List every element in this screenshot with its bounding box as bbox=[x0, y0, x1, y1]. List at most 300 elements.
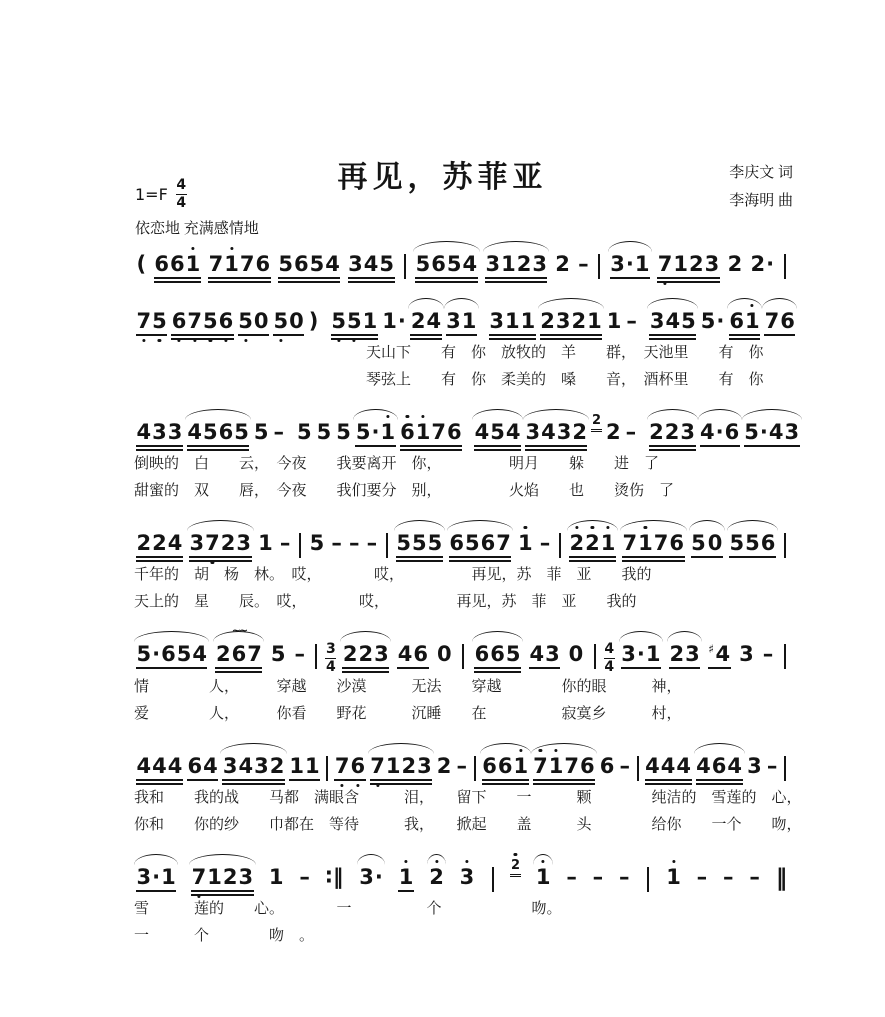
note-char: 2 bbox=[220, 531, 236, 555]
beam-underline bbox=[764, 334, 795, 336]
note-char: 7 bbox=[370, 755, 386, 777]
note-digits bbox=[592, 866, 604, 888]
beam-underline bbox=[591, 431, 601, 432]
note-char: 3 bbox=[136, 865, 152, 889]
beam-underline bbox=[729, 338, 760, 340]
note-digits bbox=[449, 532, 512, 554]
beam-underline bbox=[474, 671, 521, 673]
beam-underline bbox=[278, 281, 341, 283]
note-char: 5 bbox=[465, 531, 480, 555]
note-digits bbox=[766, 755, 778, 777]
note-char: 5 bbox=[355, 420, 371, 444]
note-digits bbox=[396, 532, 443, 554]
note-char: 7 bbox=[622, 531, 638, 555]
note-char: – bbox=[294, 642, 305, 666]
note-char: · bbox=[766, 252, 775, 276]
note-digits bbox=[708, 643, 730, 665]
lyrics-line-2: 你和 你的纱 巾都在 等待 我， 掀起 盖 头 给你 一个 吻， bbox=[134, 817, 802, 833]
note-char: 5 bbox=[203, 420, 218, 444]
note-char: 1 bbox=[161, 865, 176, 889]
note-group bbox=[555, 253, 571, 275]
note-group bbox=[336, 421, 352, 443]
note-char: 4 bbox=[187, 420, 202, 444]
slur-arc bbox=[620, 520, 687, 531]
beam-underline bbox=[136, 783, 183, 785]
lyrics-line-1: 倒映的 白 云， 今夜 我要离开 你， 明月 躲 进 了 bbox=[134, 456, 660, 472]
note-char: 4 bbox=[426, 309, 442, 333]
notes-row bbox=[134, 406, 800, 451]
note-group bbox=[535, 866, 551, 888]
note-group bbox=[666, 866, 682, 888]
beam-underline bbox=[657, 277, 720, 279]
note-digits bbox=[535, 866, 551, 888]
note-group bbox=[766, 755, 778, 777]
note-digits bbox=[764, 310, 795, 332]
note-char: 5 bbox=[681, 309, 696, 333]
note-char: 6 bbox=[599, 754, 615, 778]
note-digits bbox=[382, 310, 407, 332]
composer-credit: 李海明 曲 bbox=[729, 192, 793, 209]
note-char: 1 bbox=[185, 253, 201, 275]
beam-underline bbox=[569, 560, 616, 562]
note-char: 1 bbox=[634, 252, 650, 276]
note-digits bbox=[355, 421, 395, 443]
note-char: 2 bbox=[269, 754, 285, 778]
note-digits bbox=[518, 532, 534, 554]
note-char: 3 bbox=[222, 754, 238, 778]
note-digits bbox=[189, 532, 252, 554]
beam-underline bbox=[449, 560, 512, 562]
note-group bbox=[489, 310, 536, 340]
note-char: 5 bbox=[700, 309, 716, 333]
repeat-barline bbox=[325, 866, 344, 888]
slur-arc bbox=[472, 409, 523, 420]
note-char: 4 bbox=[474, 420, 490, 444]
note-char: 6 bbox=[431, 252, 446, 276]
note-group bbox=[456, 755, 468, 777]
note-digits bbox=[625, 421, 637, 443]
note-char: – bbox=[626, 309, 637, 333]
beam-underline bbox=[649, 445, 696, 447]
note-digits bbox=[398, 866, 414, 888]
note-digits bbox=[415, 253, 478, 275]
note-group bbox=[539, 532, 551, 554]
note-char: 2 bbox=[516, 252, 532, 276]
note-digits bbox=[270, 643, 286, 665]
beam-underline bbox=[525, 449, 588, 451]
note-group bbox=[529, 643, 560, 669]
note-digits bbox=[136, 253, 147, 275]
beam-underline bbox=[474, 445, 521, 447]
note-group bbox=[610, 253, 650, 279]
note-digits bbox=[606, 310, 622, 332]
note-char: 6 bbox=[294, 252, 309, 276]
note-group bbox=[700, 310, 725, 332]
note-char: – bbox=[299, 865, 310, 889]
note-digits bbox=[336, 421, 352, 443]
note-char: 2 bbox=[585, 532, 601, 554]
note-char: 1 bbox=[415, 421, 431, 443]
note-char: 4 bbox=[529, 642, 545, 666]
slur-arc bbox=[538, 298, 605, 309]
note-group bbox=[729, 532, 776, 558]
time-signature-top: 4 bbox=[604, 641, 615, 657]
note-char: 6 bbox=[669, 531, 684, 555]
note-char: 6 bbox=[171, 310, 187, 332]
note-char: 6 bbox=[187, 754, 203, 778]
note-digits bbox=[342, 643, 389, 665]
note-char: 6 bbox=[218, 420, 234, 444]
note-char: · bbox=[715, 420, 724, 444]
barline bbox=[784, 756, 786, 781]
note-char: 1 bbox=[513, 755, 529, 777]
note-char: 7 bbox=[208, 252, 224, 276]
note-digits bbox=[729, 532, 776, 554]
note-digits bbox=[370, 755, 433, 777]
note-char: 3 bbox=[747, 754, 762, 778]
time-signature-bottom: 4 bbox=[326, 659, 336, 675]
beam-underline bbox=[696, 779, 743, 781]
beam-underline bbox=[533, 779, 596, 781]
note-char: 1 bbox=[258, 531, 273, 555]
note-group bbox=[294, 643, 306, 665]
octave-dot-below bbox=[664, 282, 667, 285]
beam-underline bbox=[744, 445, 800, 447]
note-char: 2 bbox=[664, 420, 680, 444]
beam-underline bbox=[729, 556, 776, 558]
slur-arc bbox=[742, 409, 802, 420]
octave-dot-above bbox=[672, 860, 675, 863]
note-group bbox=[436, 755, 452, 777]
note-group bbox=[297, 421, 313, 443]
note-group bbox=[750, 253, 775, 275]
note-char: 5 bbox=[336, 420, 351, 444]
barline bbox=[784, 644, 786, 669]
note-group bbox=[279, 532, 291, 554]
mordent-ornament: ~~ bbox=[231, 624, 247, 637]
note-char: 3 bbox=[446, 309, 461, 333]
note-char: 5 bbox=[744, 420, 759, 444]
time-signature-bottom: 4 bbox=[604, 659, 615, 675]
note-char: 1 bbox=[606, 309, 622, 333]
note-group bbox=[348, 253, 395, 283]
beam-underline bbox=[370, 783, 433, 785]
note-group bbox=[657, 253, 720, 283]
beam-underline bbox=[187, 449, 250, 451]
note-char: 6 bbox=[154, 252, 170, 276]
note-char: 2 bbox=[591, 413, 602, 428]
note-digits bbox=[331, 532, 343, 554]
beam-underline bbox=[397, 667, 428, 669]
beam-underline bbox=[510, 876, 520, 877]
slur-arc bbox=[413, 241, 480, 252]
octave-dot-above bbox=[230, 247, 233, 250]
note-digits bbox=[568, 643, 584, 665]
expression-marking: 依恋地 充满感情地 bbox=[135, 221, 259, 237]
note-char: – bbox=[762, 642, 774, 666]
slur-arc bbox=[134, 631, 209, 642]
beam-underline bbox=[400, 449, 463, 451]
note-group bbox=[747, 755, 763, 777]
note-char: 3 bbox=[167, 420, 183, 444]
note-digits bbox=[187, 755, 218, 777]
slur-arc bbox=[220, 743, 287, 754]
note-char: 5 bbox=[346, 310, 362, 332]
note-char: – bbox=[696, 865, 708, 889]
note-char: 6 bbox=[474, 642, 490, 666]
key-and-tempo-block bbox=[135, 178, 259, 238]
note-digits bbox=[696, 866, 708, 888]
note-char: 2 bbox=[606, 420, 621, 444]
note-group bbox=[764, 310, 795, 336]
note-digits bbox=[349, 532, 361, 554]
note-digits bbox=[278, 253, 341, 275]
note-group bbox=[619, 866, 631, 888]
octave-dot-above bbox=[465, 860, 468, 863]
note-group bbox=[592, 866, 604, 888]
note-digits bbox=[750, 253, 775, 275]
note-group bbox=[222, 755, 285, 785]
note-digits bbox=[723, 866, 735, 888]
note-char: 2 bbox=[342, 642, 358, 666]
note-group bbox=[366, 532, 378, 554]
note-group bbox=[474, 421, 521, 451]
slur-arc bbox=[647, 409, 698, 420]
note-group bbox=[669, 643, 700, 669]
note-char: 1 bbox=[380, 421, 396, 443]
notes-row bbox=[134, 295, 795, 340]
note-char: 2 bbox=[540, 309, 555, 333]
slur-arc bbox=[762, 298, 797, 309]
note-char: 5 bbox=[316, 420, 332, 444]
note-char: 3 bbox=[545, 642, 560, 666]
note-digits bbox=[171, 310, 234, 332]
note-char: 5 bbox=[273, 310, 289, 332]
beam-underline bbox=[657, 281, 720, 283]
note-char: 2 bbox=[215, 642, 231, 666]
note-char: 6 bbox=[724, 420, 740, 444]
slur-arc bbox=[523, 409, 590, 420]
time-signature bbox=[176, 178, 187, 210]
note-char: 5 bbox=[396, 531, 411, 555]
beam-underline bbox=[222, 779, 285, 781]
note-digits bbox=[273, 310, 304, 332]
note-digits bbox=[739, 643, 755, 665]
note-char: 2 bbox=[569, 532, 585, 554]
note-char: 1 bbox=[587, 309, 602, 333]
note-group bbox=[540, 310, 603, 340]
note-group bbox=[622, 532, 685, 562]
music-system-7 bbox=[134, 851, 790, 950]
note-digits bbox=[325, 866, 344, 888]
note-digits bbox=[397, 643, 428, 665]
beam-underline bbox=[348, 281, 395, 283]
note-char: 4 bbox=[167, 754, 183, 778]
final-barline bbox=[775, 866, 788, 890]
note-digits bbox=[578, 253, 590, 275]
beam-underline bbox=[540, 338, 603, 340]
slur-arc bbox=[134, 854, 178, 865]
note-char: 4 bbox=[696, 754, 711, 778]
note-char: 5 bbox=[253, 420, 269, 444]
grace-note bbox=[591, 414, 601, 432]
note-group bbox=[696, 866, 708, 888]
note-char: 1 bbox=[645, 642, 661, 666]
note-group bbox=[238, 310, 269, 336]
note-char: 3 bbox=[417, 754, 432, 778]
note-digits bbox=[566, 866, 578, 888]
beam-underline bbox=[136, 890, 176, 892]
note-digits bbox=[359, 866, 384, 888]
note-group bbox=[459, 866, 475, 888]
beam-underline bbox=[410, 338, 441, 340]
note-group bbox=[485, 253, 548, 283]
beam-underline bbox=[622, 556, 685, 558]
beam-underline bbox=[610, 277, 650, 279]
note-digits bbox=[645, 755, 692, 777]
note-digits bbox=[136, 421, 183, 443]
note-char: 5 bbox=[309, 531, 325, 555]
note-group bbox=[299, 866, 311, 888]
note-group bbox=[727, 253, 743, 275]
note-char: 3 bbox=[359, 865, 374, 889]
note-char: 3 bbox=[739, 642, 754, 666]
note-char: 3 bbox=[621, 642, 636, 666]
note-char: 5 bbox=[745, 531, 760, 555]
note-group bbox=[370, 755, 433, 785]
note-char: 0 bbox=[289, 309, 304, 333]
slur-arc bbox=[340, 631, 391, 642]
note-digits bbox=[136, 755, 183, 777]
note-digits bbox=[258, 532, 274, 554]
note-group bbox=[334, 755, 365, 781]
note-char: 7 bbox=[431, 420, 446, 444]
note-group bbox=[273, 421, 285, 443]
lyrics-line-1: 情 人， 穿越 沙漠 无法 穿越 你的眼 神， bbox=[134, 679, 682, 695]
beam-underline bbox=[238, 334, 269, 336]
note-char: 4 bbox=[462, 252, 478, 276]
note-char: 1 bbox=[207, 865, 222, 889]
credits bbox=[729, 160, 793, 216]
note-char: 2 bbox=[555, 252, 570, 276]
beam-underline bbox=[645, 779, 692, 781]
beam-underline bbox=[398, 890, 414, 892]
beam-underline bbox=[621, 667, 661, 669]
key-signature: 1=F bbox=[135, 184, 168, 204]
note-digits bbox=[619, 866, 631, 888]
note-group bbox=[762, 643, 774, 665]
beam-underline bbox=[540, 334, 603, 336]
note-group bbox=[415, 253, 478, 283]
note-digits bbox=[446, 310, 477, 332]
note-group bbox=[253, 421, 269, 443]
note-digits bbox=[599, 755, 615, 777]
beam-underline bbox=[189, 556, 252, 558]
barline bbox=[299, 533, 301, 558]
note-char: 7 bbox=[533, 755, 549, 777]
note-char: 7 bbox=[496, 531, 511, 555]
slur-arc bbox=[689, 520, 725, 531]
note-char: 2 bbox=[152, 531, 167, 555]
note-digits bbox=[649, 310, 696, 332]
note-digits bbox=[657, 253, 720, 275]
slur-arc bbox=[667, 631, 702, 642]
note-char: – bbox=[273, 420, 284, 444]
note-digits bbox=[400, 421, 463, 443]
note-digits bbox=[533, 755, 596, 777]
note-char: 7 bbox=[657, 253, 673, 275]
note-char: 5 bbox=[331, 310, 347, 332]
octave-dot-above bbox=[421, 415, 424, 418]
note-char: 6 bbox=[170, 252, 185, 276]
note-char: 1 bbox=[501, 252, 516, 276]
note-char: 6 bbox=[449, 531, 464, 555]
beam-underline bbox=[415, 281, 478, 283]
note-char: 4 bbox=[363, 252, 379, 276]
beam-underline bbox=[645, 783, 692, 785]
note-digits bbox=[309, 532, 325, 554]
note-char: – bbox=[619, 754, 630, 778]
barline bbox=[784, 533, 786, 558]
note-char: 5 bbox=[203, 310, 219, 332]
beam-underline bbox=[208, 281, 271, 283]
note-char: 2 bbox=[571, 309, 587, 333]
note-char: 6 bbox=[729, 309, 744, 333]
note-char: 1 bbox=[362, 309, 378, 333]
note-char: 1 bbox=[305, 754, 320, 778]
note-digits bbox=[555, 253, 571, 275]
note-group bbox=[691, 532, 723, 558]
note-char: 3 bbox=[489, 309, 504, 333]
note-group bbox=[154, 253, 201, 283]
note-char: 4 bbox=[136, 420, 152, 444]
beam-underline bbox=[485, 281, 548, 283]
note-char: 4 bbox=[541, 420, 556, 444]
beam-underline bbox=[396, 560, 443, 562]
note-char: 3 bbox=[152, 420, 167, 444]
note-char: 0 bbox=[707, 531, 723, 555]
lyricist-credit: 李庆文 词 bbox=[729, 165, 793, 181]
note-digits bbox=[136, 643, 207, 665]
note-digits bbox=[744, 421, 800, 443]
note-char: 1 bbox=[600, 532, 616, 554]
note-char: 2 bbox=[572, 420, 587, 444]
beam-underline bbox=[729, 334, 760, 336]
notes-row bbox=[134, 740, 790, 785]
note-char: 1 bbox=[673, 252, 689, 276]
time-signature-top: 4 bbox=[176, 177, 187, 193]
note-digits bbox=[436, 755, 452, 777]
note-char: 6 bbox=[760, 531, 776, 555]
note-digits bbox=[610, 253, 650, 275]
note-char: · bbox=[716, 309, 725, 333]
note-digits bbox=[539, 532, 551, 554]
barline bbox=[315, 644, 317, 669]
note-char: – bbox=[619, 865, 630, 889]
note-char: – bbox=[331, 531, 342, 555]
note-digits bbox=[253, 421, 269, 443]
note-digits bbox=[316, 421, 332, 443]
note-group bbox=[273, 310, 304, 336]
note-char: – bbox=[539, 531, 551, 555]
lyrics-line-2: 天上的 星 辰。 哎， 哎， 再见，苏 菲 亚 我的 bbox=[134, 594, 637, 610]
notes-row bbox=[134, 624, 790, 675]
note-char: 3 bbox=[685, 642, 700, 666]
note-char: 3 bbox=[784, 420, 800, 444]
note-char: 7 bbox=[764, 309, 780, 333]
note-group bbox=[215, 624, 262, 673]
note-char: – bbox=[349, 531, 360, 555]
